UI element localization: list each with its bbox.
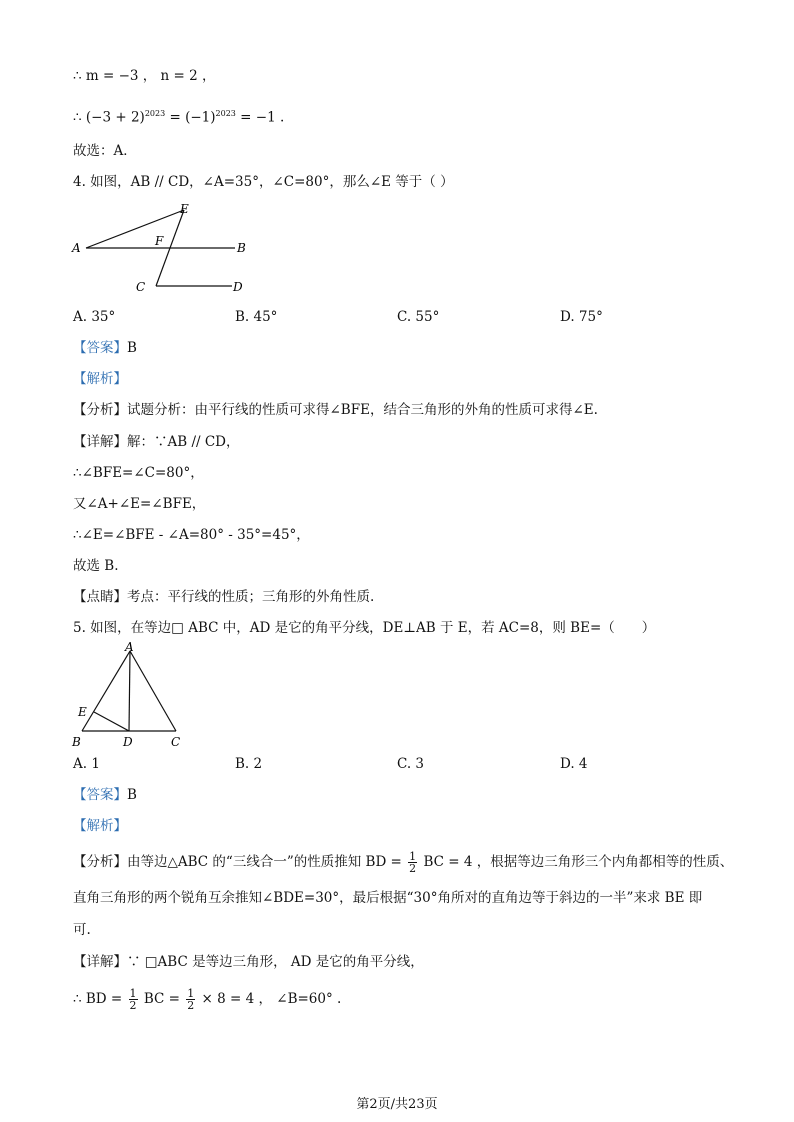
q4-analysis-tag: 【解析】: [73, 371, 127, 387]
q4-dianjing: 【点睛】考点：平行线的性质；三角形的外角性质.: [73, 589, 375, 605]
q5-detail-2: ∴ BD = $\frac{1}{2}$ BC = $\frac{1}{2}$ × 8 = 4 ， ∠B=60° .: [73, 987, 342, 1012]
q4-stem: 4. 如图，AB // CD，∠A=35°，∠C=80°，那么∠E 等于（ ）: [73, 174, 454, 190]
q5-option-b: B. 2: [235, 756, 263, 772]
q5-fenxi-2: 直角三角形的两个锐角互余推知∠BDE=30°，最后根据“30°角所对的直角边等于斜边的一半”来求 BE 即: [73, 890, 703, 906]
q4-option-b: B. 45°: [235, 309, 278, 325]
q5-stem: 5. 如图，在等边□ ABC 中，AD 是它的角平分线，DE⊥AB 于 E，若 AC=8，则 BE=（ ）: [73, 620, 656, 636]
q5-figure: [68, 640, 188, 752]
q5-detail-1: 【详解】∵ □ABC 是等边三角形， AD 是它的角平分线，: [73, 954, 424, 970]
q5-answer: 【答案】B: [73, 787, 137, 803]
q4-detail-2: ∴∠BFE=∠C=80°，: [73, 465, 204, 481]
q5-label-e: E: [78, 705, 87, 719]
fraction-half-1: $\frac{1}{2}$: [129, 987, 137, 1012]
q4-detail-3: 又∠A+∠E=∠BFE，: [73, 496, 206, 512]
q5-label-c: C: [171, 735, 181, 749]
fraction-half: $\frac{1}{2}$: [409, 850, 417, 875]
q5-option-d: D. 4: [560, 756, 588, 772]
q5-option-c: C. 3: [397, 756, 425, 772]
q4-option-d: D. 75°: [560, 309, 603, 325]
q5-analysis-tag: 【解析】: [73, 818, 127, 834]
q4-label-a: A: [72, 241, 81, 255]
q4-detail-5: 故选 B.: [73, 558, 119, 574]
q5-fenxi-1: 【分析】由等边△ABC 的“三线合一”的性质推知 BD = $\frac{1}{2}$ BC = 4 ，根据等边三角形三个内角都相等的性质、: [73, 850, 734, 875]
line-power: ∴ $(-3 + 2)^{2023} = (-1)^{2023} = -1$ .: [73, 109, 285, 126]
q4-fenxi: 【分析】试题分析：由平行线的性质可求得∠BFE，结合三角形的外角的性质可求得∠E.: [73, 402, 598, 418]
page-footer: 第2页/共23页: [356, 1097, 438, 1112]
q4-label-c: C: [136, 280, 146, 294]
q5-label-a: A: [125, 640, 134, 654]
fraction-half-2: $\frac{1}{2}$: [187, 987, 195, 1012]
line-m-n: ∴ m = −3 ， n = 2 ，: [73, 68, 216, 84]
q4-label-e: E: [180, 202, 189, 216]
q4-detail-4: ∴∠E=∠BFE - ∠A=80° - 35°=45°，: [73, 527, 310, 543]
q4-label-b: B: [237, 241, 246, 255]
q4-label-d: D: [233, 280, 243, 294]
q5-fenxi-3: 可.: [73, 922, 91, 938]
q4-label-f: F: [155, 234, 164, 248]
line-choice-a: 故选：A．: [73, 143, 137, 159]
q4-detail-1: 【详解】解：∵AB // CD，: [73, 434, 240, 450]
q5-label-d: D: [123, 735, 133, 749]
q4-answer: 【答案】B: [73, 340, 137, 356]
q4-option-c: C. 55°: [397, 309, 440, 325]
q5-option-a: A. 1: [73, 756, 100, 772]
q4-figure: [70, 198, 260, 300]
q4-option-a: A. 35°: [73, 309, 116, 325]
q5-label-b: B: [72, 735, 81, 749]
